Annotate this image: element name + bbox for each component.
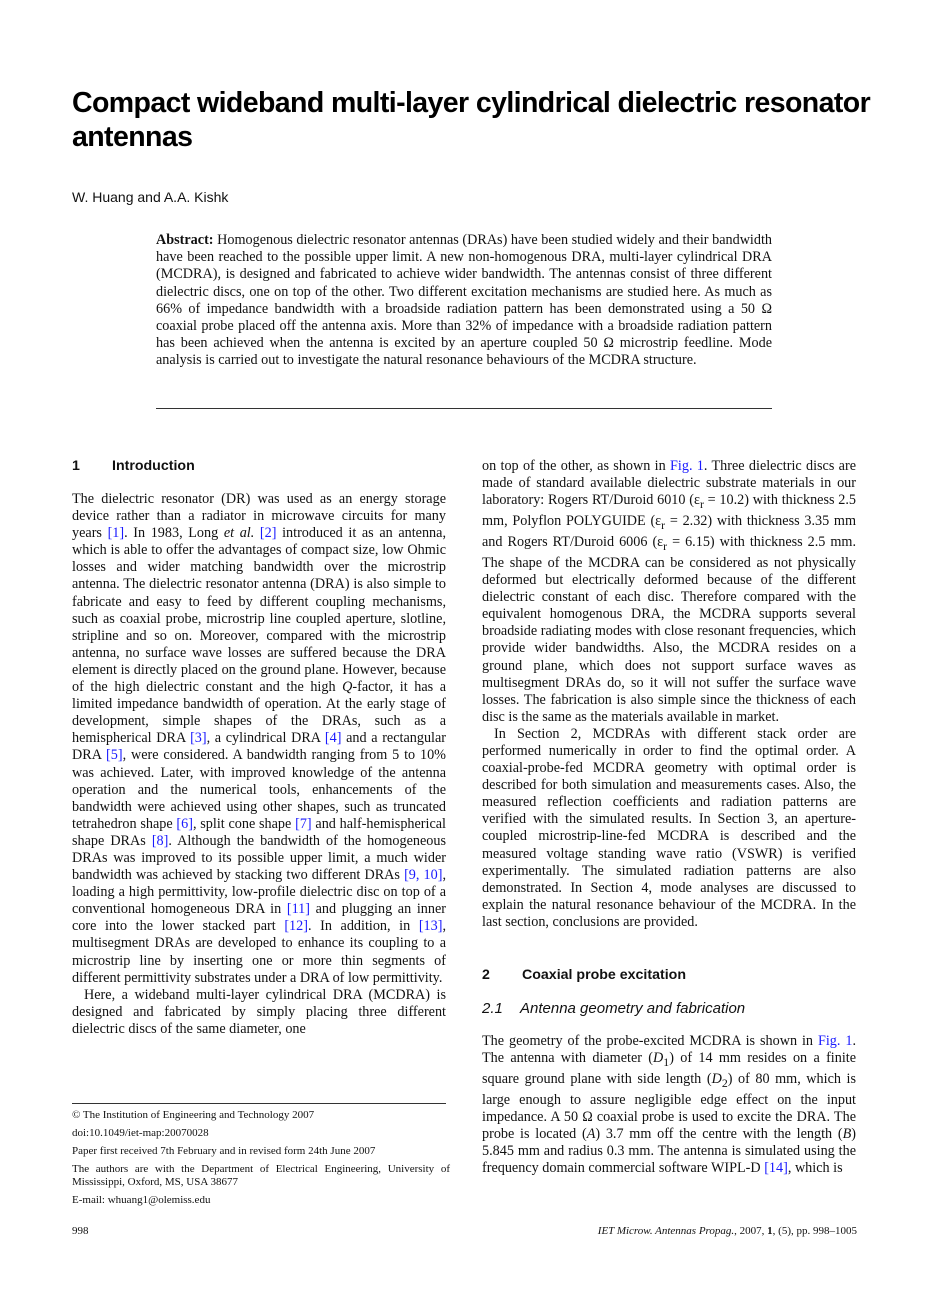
section-number: 2	[482, 967, 490, 984]
abstract-text: Homogenous dielectric resonator antennas (DRAs) have been studied widely and their bandwidth have been reached to the possible upper limit. A new non-homogenous DRA, multi-layer cylindrical DRA (MCDRA), is designed and fabricated to achieve wider bandwidth. The antennas consist of three different dielectric discs, one on top of the other. Two different excitation mechanisms are studied here. As much as 66% of impedance bandwidth with a broadside radiation pattern has been demonstrated using a 50 Ω coaxial probe placed off the antenna axis. More than 32% of impedance with a broadside radiation pattern has been achieved when the antenna is excited by an aperture coupled 50 Ω microstrip feedline. Mode analysis is carried out to investigate the natural resonance behaviours of the MCDRA structure.	[156, 232, 773, 369]
received-date: Paper first received 7th February and in revised form 24th June 2007	[72, 1145, 376, 1157]
figure-link[interactable]: Fig. 1	[670, 458, 704, 474]
author-affiliation: The authors are with the Department of Electrical Engineering, University of Mississippi, Oxford, MS, USA 38677	[72, 1163, 450, 1188]
figure-link[interactable]: Fig. 1	[817, 1033, 853, 1050]
citation-link[interactable]: [7]	[295, 815, 312, 832]
subsection-heading-geometry	[482, 1000, 856, 1017]
section-heading-coaxial-probe	[482, 967, 856, 984]
citation-link[interactable]: [8]	[151, 832, 169, 849]
abstract	[156, 232, 772, 370]
citation-link[interactable]: [9, 10]	[404, 867, 443, 884]
right-column	[482, 458, 856, 1177]
intro-paragraph-2-start: Here, a wideband multi-layer cylindrical DRA (MCDRA) is designed and fabricated by simply placing three different dielectric discs of the same diameter, one	[72, 986, 446, 1037]
footnote-divider	[72, 1103, 446, 1104]
abstract-label: Abstract:	[156, 232, 214, 248]
subsection-title: Antenna geometry and fabrication	[520, 1000, 746, 1018]
citation-link[interactable]: [2]	[259, 525, 277, 542]
citation-link[interactable]: [14]	[764, 1160, 788, 1177]
section-number: 1	[72, 458, 80, 474]
journal-citation: IET Microw. Antennas Propag., 2007, 1, (5), pp. 998–1005	[597, 1225, 857, 1237]
copyright-note: © The Institution of Engineering and Technology 2007	[72, 1109, 315, 1121]
citation-link[interactable]: [4]	[324, 730, 342, 747]
citation-link[interactable]: [6]	[176, 815, 193, 832]
author-email: E-mail: whuang1@olemiss.edu	[72, 1194, 211, 1206]
geometry-paragraph: The geometry of the probe-excited MCDRA is shown in Fig. 1. The antenna with diameter $(D_1)$ of 14 mm resides on a finite square ground plane with side length $(D_2)$ of 80 mm, which is large enough to assure negligible edge effect on the input impedance. A 50 Ω coaxial probe is used to excite the DRA. The probe is located (A) 3.7 mm off the centre with the length (B) 5.845 mm and radius 0.3 mm. The antenna is simulated using the frequency domain commercial software WIPL-D [14], which is	[482, 1033, 857, 1177]
citation-link[interactable]: [5]	[106, 747, 123, 764]
page-number: 998	[72, 1225, 89, 1237]
citation-link[interactable]: [11]	[286, 901, 310, 918]
intro-paragraph-2-cont: on top of the other, as shown in Fig. 1. Three dielectric discs are made of standard available dielectric substrate materials in our laboratory: Rogers RT/Duroid 6010 $(\varepsilon_r = 10.2)$ with thickness 2.5 mm, Polyflon POLYGUIDE $(\varepsilon_r = 2.32)$ with thickness 3.35 mm and Rogers RT/Duroid 6006 $(\varepsilon_r = 6.15)$ with thickness 2.5 mm. The shape of the MCDRA can be considered as not physically deformed but electrically deformed because of the different dielectric constant of each disc. Therefore compared with the equivalent homogenous DRA, the MCDRA supports several broadside radiating modes with close resonant frequencies, which provide wider bandwidths. Also, the MCDRA resides on a ground plane, which does not support surface waves as multisegment DRAs do, so it will not suffer the surface wave losses. The fabrication is also simple since the thickness of each disc is the same as the materials available in market.	[482, 458, 856, 725]
subsection-number: 2.1	[482, 1000, 503, 1018]
doi: doi:10.1049/iet-map:20070028	[72, 1127, 209, 1139]
intro-paragraph-3: In Section 2, MCDRAs with different stack order are performed numerically in order to find the optimal order. A coaxial-probe-fed MCDRA geometry with optimal order is described for both simulation and measurements cases. Also, the measured reflection coefficients and radiation patterns are verified with the simulated results. In Section 3, an aperture-coupled microstrip-line-fed MCDRA is described and the measured voltage standing wave ratio (VSWR) is verified experimentally. The simulated radiation patterns are also demonstrated. In Section 4, mode analyses are discussed to explain the natural resonance behaviour of the MCDRA. In the last section, conclusions are provided.	[482, 725, 856, 930]
citation-link[interactable]: [13]	[418, 918, 443, 935]
abstract-divider	[156, 408, 772, 409]
section-heading-introduction	[72, 458, 446, 475]
citation-link[interactable]: [3]	[190, 730, 207, 747]
left-column	[72, 458, 446, 1038]
intro-paragraph-1: The dielectric resonator (DR) was used as an energy storage device rather than a radiator in microwave circuits for many years [1]. In 1983, Long et al. [2] introduced it as an antenna, which is able to offer the advantages of compact size, low Ohmic losses and wider matching bandwidth over the microstrip antenna. The dielectric resonator antenna (DRA) is also simple to fabricate and easy to feed by different coupling mechanisms, such as coaxial probe, microstrip line coupled aperture, slotline, stripline and so on. Moreover, compared with the microstrip antenna, no surface wave losses are suffered because the DRA element is directly placed on the ground plane. However, because of the high dielectric constant and the high Q-factor, it has a limited impedance bandwidth of operation. At the early stage of development, simple shapes of the DRAs, such as a hemispherical DRA [3], a cylindrical DRA [4] and a rectangular DRA [5], were considered. A bandwidth ranging from 5 to 10% was achieved. Later, with improved knowledge of the antenna operation and the numerical tools, enhancements of the bandwidth were achieved using other shapes, such as truncated tetrahedron shape [6], split cone shape [7] and half-hemispherical shape DRAs [8]. Although the bandwidth of the homogeneous DRAs was improved to its possible upper limit, a much wider bandwidth was achieved by stacking two different DRAs [9, 10], loading a high permittivity, low-profile dielectric disc on top of a conventional homogeneous DRA in [11] and plugging an inner core into the lower stacked part [12]. In addition, in [13], multisegment DRAs are developed to enhance its coupling to a microstrip line by inserting one or more thin segments of different permittivity substrates under a DRA of low permittivity.	[72, 491, 447, 986]
paper-authors: W. Huang and A.A. Kishk	[72, 189, 229, 205]
citation-link[interactable]: [1]	[107, 525, 125, 542]
section-title: Introduction	[112, 458, 195, 474]
section-title: Coaxial probe excitation	[522, 967, 686, 984]
paper-title: Compact wideband multi-layer cylindrical dielectric resonator antennas	[72, 87, 871, 153]
citation-link[interactable]: [12]	[284, 918, 308, 935]
